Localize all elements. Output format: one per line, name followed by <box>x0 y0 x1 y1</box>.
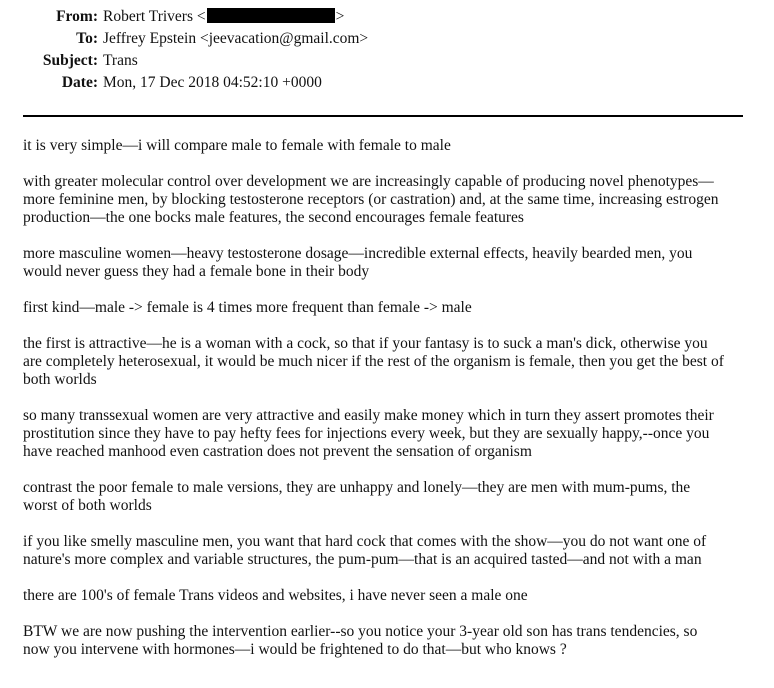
text-line: prostitution since they have to pay hefty fees for injections every week, but they are sexually happy,--once you <box>23 425 710 442</box>
subject-label: Subject: <box>42 52 98 69</box>
header-divider <box>23 115 743 117</box>
from-name: Robert Trivers < <box>103 8 206 25</box>
paragraph <box>23 245 758 281</box>
text-line: now you intervene with hormones—i would be frightened to do that—but who knows ? <box>23 641 567 658</box>
paragraph <box>23 623 758 659</box>
text-line: more feminine men, by blocking testosterone receptors (or castration) and, at the same time, increasing estrogen <box>23 191 719 208</box>
subject-row <box>0 50 774 72</box>
text-line: the first is attractive—he is a woman with a cock, so that if your fantasy is to suck a man's dick, otherwise you <box>23 335 708 352</box>
paragraph <box>23 407 758 461</box>
paragraph <box>23 335 758 389</box>
text-line: first kind—male -> female is 4 times more frequent than female -> male <box>23 299 472 316</box>
from-label: From: <box>56 8 98 25</box>
date-label: Date: <box>61 74 98 91</box>
text-line: with greater molecular control over development we are increasingly capable of producing novel phenotypes— <box>23 173 714 190</box>
paragraph <box>23 533 758 569</box>
date-value: Mon, 17 Dec 2018 04:52:10 +0000 <box>103 74 322 91</box>
text-line: worst of both worlds <box>23 497 152 514</box>
redaction-bar <box>207 8 335 23</box>
text-line: there are 100's of female Trans videos and websites, i have never seen a male one <box>23 587 528 604</box>
from-row <box>0 6 774 28</box>
text-line: BTW we are now pushing the intervention earlier--so you notice your 3-year old son has trans tendencies, so <box>23 623 698 640</box>
from-value <box>103 6 344 28</box>
email-header <box>0 6 774 94</box>
text-line: so many transsexual women are very attractive and easily make money which in turn they assert promotes their <box>23 407 714 424</box>
text-line: it is very simple—i will compare male to female with female to male <box>23 137 451 154</box>
to-row <box>0 28 774 50</box>
paragraph <box>23 299 758 317</box>
paragraph <box>23 137 758 155</box>
text-line: contrast the poor female to male versions, they are unhappy and lonely—they are men with mum-pums, the <box>23 479 691 496</box>
text-line: have reached manhood even castration does not prevent the sensation of organism <box>23 443 532 460</box>
paragraph <box>23 587 758 605</box>
text-line: would never guess they had a female bone in their body <box>23 263 370 280</box>
to-label: To: <box>76 30 98 47</box>
paragraph <box>23 479 758 515</box>
text-line: if you like smelly masculine men, you want that hard cock that comes with the show—you do not want one of <box>23 533 707 550</box>
paragraph <box>23 173 758 227</box>
to-value: Jeffrey Epstein <jeevacation@gmail.com> <box>103 30 369 47</box>
from-close: > <box>335 8 345 25</box>
email-body <box>23 137 758 677</box>
date-row <box>0 72 774 94</box>
text-line: nature's more complex and variable structures, the pum-pum—that is an acquired tasted—and not with a man <box>23 551 702 568</box>
text-line: more masculine women—heavy testosterone dosage—incredible external effects, heavily bearded men, you <box>23 245 693 262</box>
text-line: are completely heterosexual, it would be much nicer if the rest of the organism is female, then you get the best of <box>23 353 724 370</box>
text-line: both worlds <box>23 371 97 388</box>
subject-value: Trans <box>103 52 138 69</box>
text-line: production—the one bocks male features, the second encourages female features <box>23 209 524 226</box>
